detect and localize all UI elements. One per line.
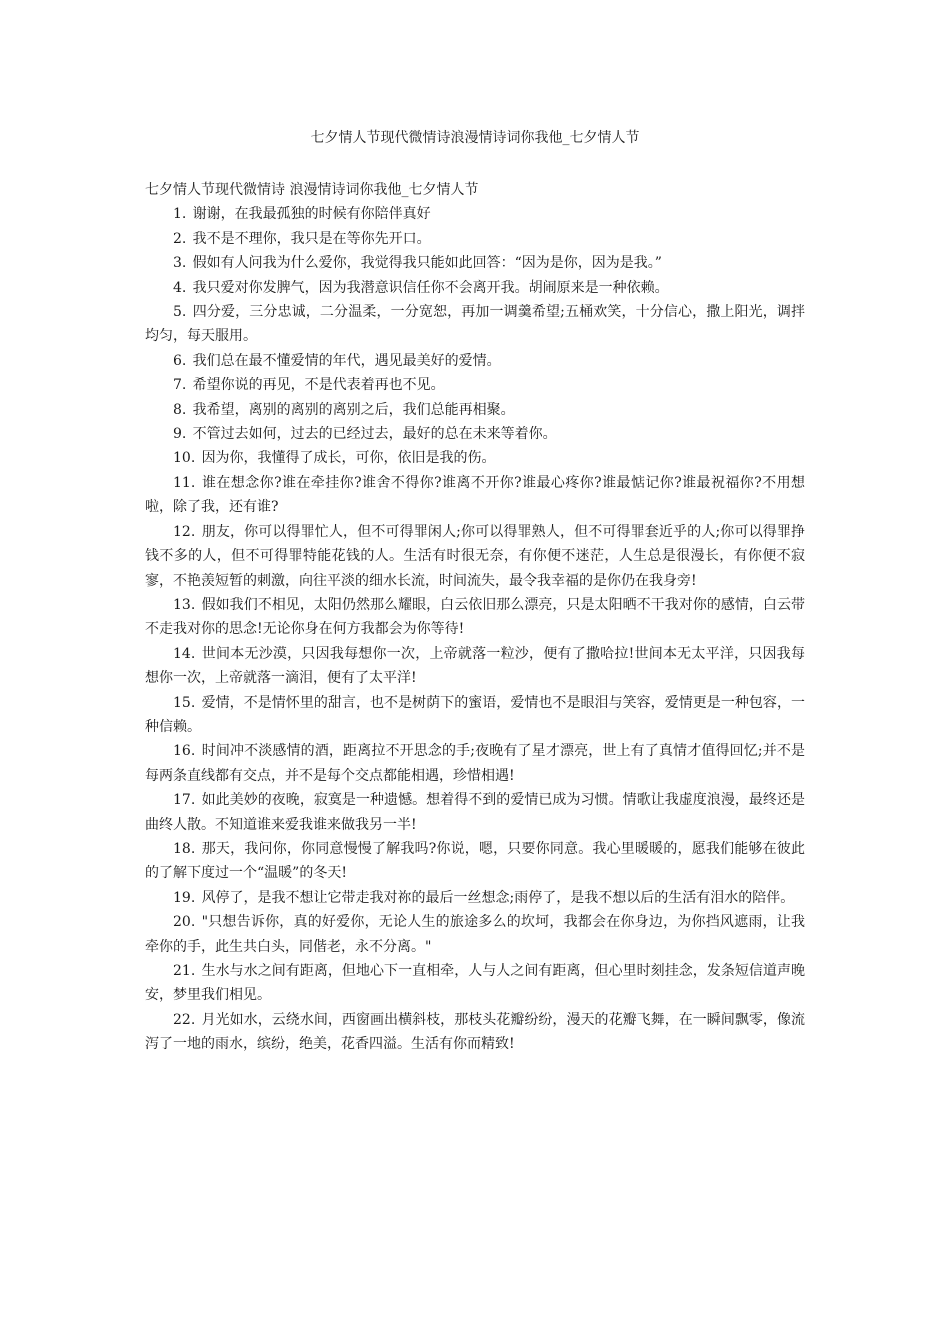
- item-text: 时间冲不淡感情的酒，距离拉不开思念的手;夜晚有了星才漂亮，世上有了真情才值得回忆;并不是每两条直线都有交点，并不是每个交点都能相遇，珍惜相遇!: [145, 743, 805, 784]
- list-item: [145, 349, 805, 373]
- list-item: [145, 422, 805, 446]
- item-number: 20.: [173, 914, 196, 931]
- item-text: 不管过去如何，过去的已经过去，最好的总在未来等着你。: [192, 426, 557, 443]
- list-item: [145, 593, 805, 642]
- item-text: 风停了，是我不想让它带走我对祢的最后一丝想念;雨停了，是我不想以后的生活有泪水的陪伴。: [201, 889, 795, 906]
- list-item: [145, 959, 805, 1008]
- document-title: 七夕情人节现代微情诗浪漫情诗词你我他_七夕情人节: [310, 130, 640, 146]
- item-text: 月光如水，云绕水间，西窗画出横斜枝，那枝头花瓣纷纷，漫天的花瓣飞舞，在一瞬间飘零，像流泻了一地的雨水，缤纷，绝美，花香四溢。生活有你而精致!: [145, 1011, 805, 1053]
- list-item: [145, 788, 805, 837]
- list-item: [145, 837, 805, 886]
- item-text: 生水与水之间有距离，但地心下一直相牵，人与人之间有距离，但心里时刻挂念，发条短信道声晚安，梦里我们相见。: [145, 963, 805, 1004]
- list-item: [145, 251, 805, 275]
- item-number: 11.: [173, 474, 196, 491]
- item-number: 13.: [173, 596, 196, 613]
- list-item: [145, 300, 805, 349]
- item-text: 谢谢，在我最孤独的时候有你陪伴真好: [192, 206, 431, 223]
- item-text: 朋友，你可以得罪忙人，但不可得罪闲人;你可以得罪熟人，但不可得罪套近乎的人;你可以得罪挣钱不多的人，但不可得罪特能花钱的人。生活有时很无奈，有你便不迷茫，人生总是很漫长，有你便不寂寥，不艳羡短暂的刺激，向往平淡的细水长流，时间流失，最令我幸福的是你仍在我身旁!: [145, 523, 805, 589]
- item-number: 16.: [173, 743, 196, 760]
- item-text: 如此美妙的夜晚，寂寞是一种遗憾。想着得不到的爱情已成为习惯。情歌让我虚度浪漫，最终还是曲终人散。不知道谁来爱我谁来做我另一半!: [145, 792, 805, 833]
- item-text: 谁在想念你?谁在牵挂你?谁舍不得你?谁离不开你?谁最心疼你?谁最惦记你?谁最祝福你?不用想啦，除了我，还有谁?: [145, 474, 805, 516]
- list-item: [145, 910, 805, 959]
- document-body: [145, 178, 805, 1057]
- item-number: 5.: [173, 304, 187, 321]
- item-text: 我们总在最不懂爱情的年代，遇见最美好的爱情。: [192, 352, 501, 369]
- item-number: 1.: [173, 206, 187, 223]
- list-item: [145, 398, 805, 422]
- item-text: 假如我们不相见，太阳仍然那么耀眼，白云依旧那么漂亮，只是太阳晒不干我对你的感情，白云带不走我对你的思念!无论你身在何方我都会为你等待!: [145, 596, 805, 638]
- item-number: 15.: [173, 694, 196, 711]
- list-item: [145, 276, 805, 300]
- item-text: 爱情，不是情怀里的甜言，也不是树荫下的蜜语，爱情也不是眼泪与笑容，爱情更是一种包容，一种信赖。: [145, 694, 805, 735]
- item-text: 那天，我问你，你同意慢慢了解我吗?你说，嗯，只要你同意。我心里暖暖的，愿我们能够在彼此的了解下度过一个“温暖”的冬天!: [145, 840, 805, 882]
- item-number: 12.: [173, 523, 196, 540]
- item-text: 我希望，离别的离别的离别之后，我们总能再相聚。: [192, 401, 515, 418]
- list-item: [145, 642, 805, 691]
- item-text: 我只爱对你发脾气，因为我潜意识信任你不会离开我。胡闹原来是一种依赖。: [192, 279, 669, 296]
- item-text: 假如有人问我为什么爱你，我觉得我只能如此回答：“因为是你，因为是我。”: [192, 255, 662, 272]
- item-number: 2.: [173, 230, 187, 247]
- item-number: 19.: [173, 889, 196, 906]
- item-number: 8.: [173, 401, 187, 418]
- item-number: 17.: [173, 792, 196, 809]
- list-item: [145, 373, 805, 397]
- list-item: [145, 1008, 805, 1057]
- list-item: [145, 227, 805, 251]
- item-number: 21.: [173, 963, 196, 979]
- item-number: 7.: [173, 377, 187, 394]
- item-number: 6.: [173, 352, 187, 369]
- document-subtitle: 七夕情人节现代微情诗 浪漫情诗词你我他_七夕情人节: [145, 182, 479, 198]
- item-number: 10.: [173, 450, 196, 467]
- list-item: [145, 739, 805, 788]
- list-item: [145, 471, 805, 520]
- list-item: [145, 691, 805, 740]
- item-text: 世间本无沙漠，只因我每想你一次，上帝就落一粒沙，便有了撒哈拉!世间本无太平洋，只因我每想你一次，上帝就落一滴泪，便有了太平洋!: [145, 645, 805, 687]
- list-item: [145, 520, 805, 593]
- item-number: 14.: [173, 645, 196, 662]
- item-number: 22.: [173, 1011, 196, 1028]
- list-item: [145, 446, 805, 470]
- item-text: 因为你，我懂得了成长，可你，依旧是我的伤。: [201, 450, 496, 467]
- item-number: 4.: [173, 279, 187, 296]
- item-number: 18.: [173, 840, 196, 857]
- item-text: 四分爱，三分忠诚，二分温柔，一分宽恕，再加一调羹希望;五桶欢笑，十分信心，撒上阳光，调拌均匀，每天服用。: [145, 304, 805, 345]
- item-text: "只想告诉你，真的好爱你，无论人生的旅途多么的坎坷，我都会在你身边，为你挡风遮雨，让我牵你的手，此生共白头，同偕老，永不分离。": [145, 914, 805, 955]
- list-item: [145, 202, 805, 226]
- item-text: 我不是不理你，我只是在等你先开口。: [192, 230, 431, 247]
- poem-list: [145, 202, 805, 1056]
- item-number: 3.: [173, 255, 187, 272]
- item-number: 9.: [173, 426, 187, 443]
- list-item: [145, 886, 805, 910]
- item-text: 希望你说的再见，不是代表着再也不见。: [192, 377, 445, 394]
